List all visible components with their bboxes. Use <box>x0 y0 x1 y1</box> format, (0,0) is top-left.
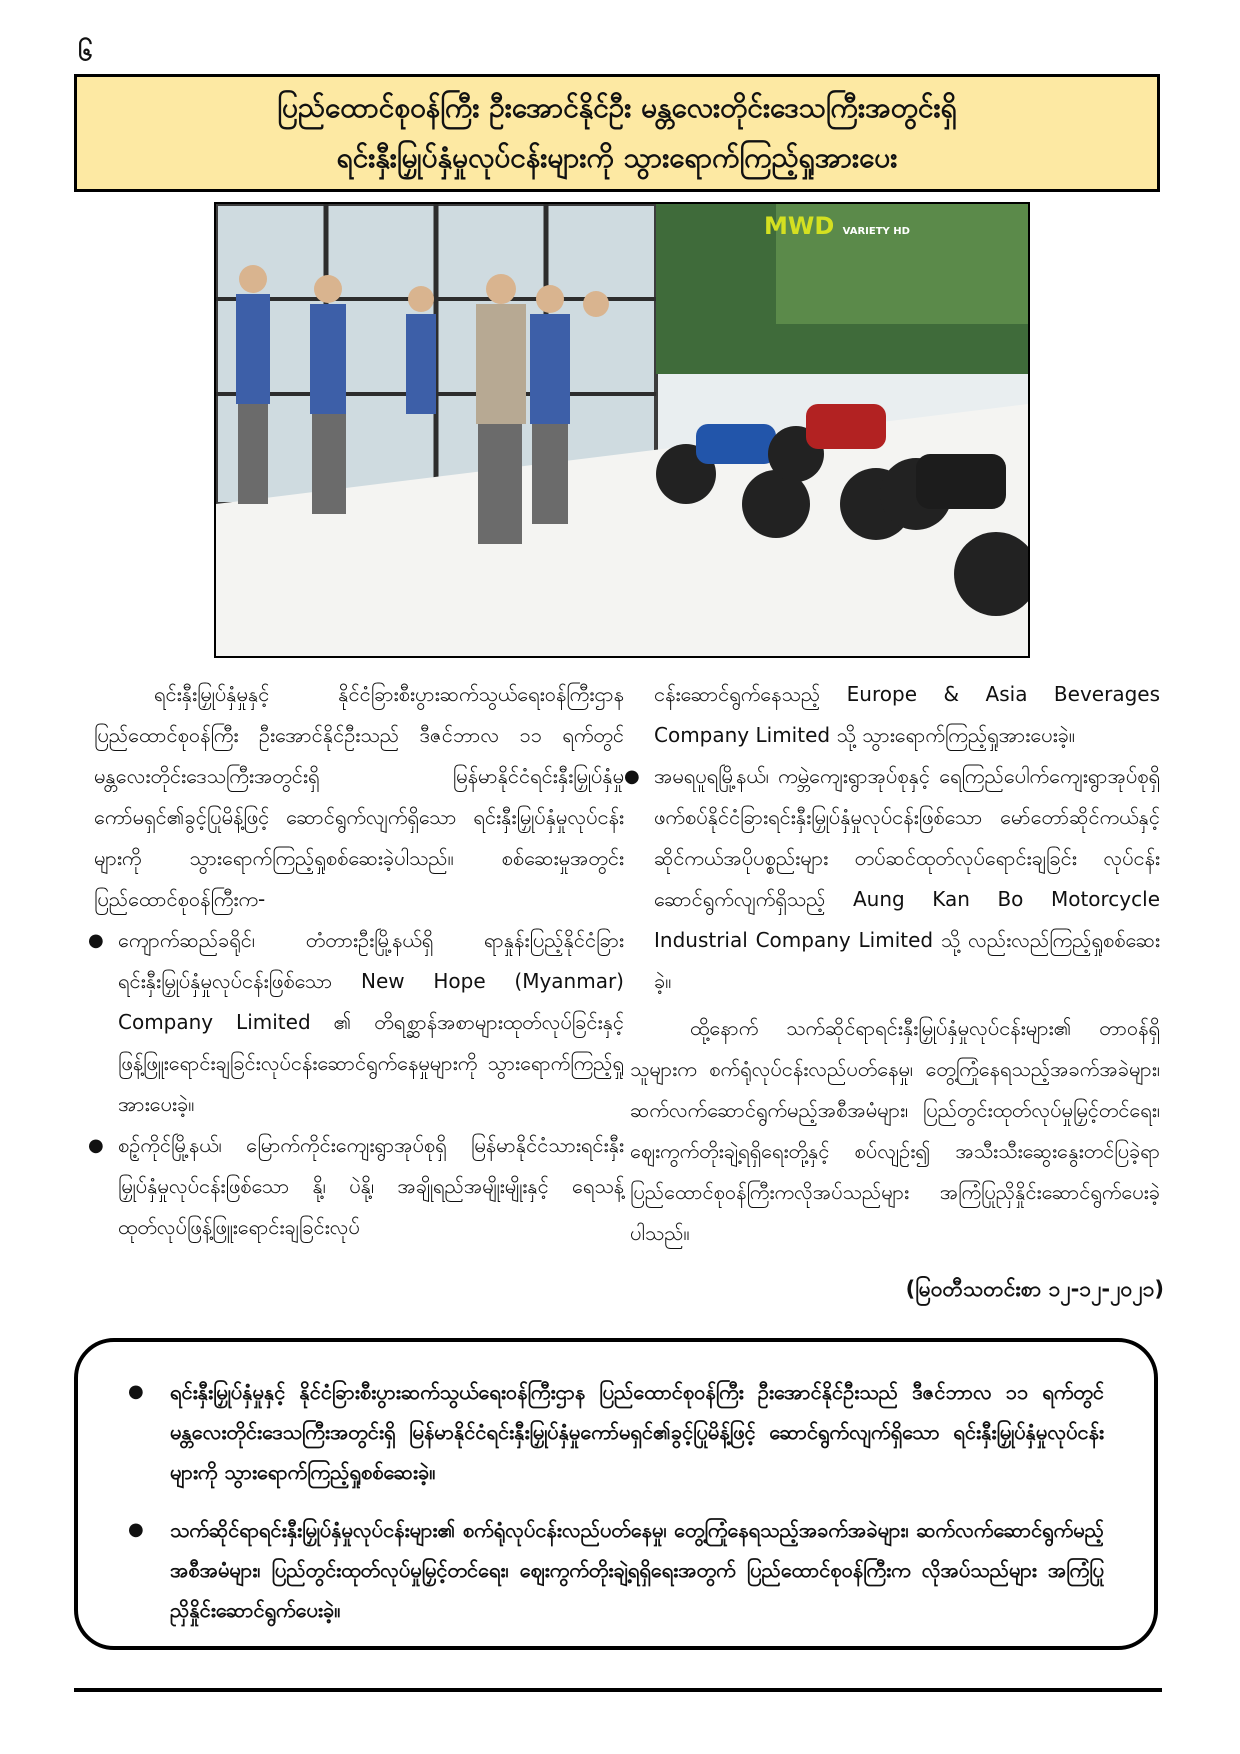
headline-box <box>74 74 1160 192</box>
bottom-divider <box>74 1688 1162 1692</box>
tv-watermark-logo: MWD <box>764 212 835 240</box>
closing-paragraph: ထို့နောက် သက်ဆိုင်ရာရင်းနှီးမြှုပ်နှံမှုလုပ်ငန်းများ၏ တာဝန်ရှိသူများက စက်ရုံလုပ်ငန်းလည်ပတ်နေမှု၊ တွေ့ကြုံနေရသည့်အခက်အခဲများ၊ ဆက်လက်ဆောင်ရွက်မည့်အစီအမံများ၊ ပြည်တွင်းထုတ်လုပ်မှုမြှင့်တင်ရေး၊ ဈေးကွက်တိုးချဲ့ရရှိရေးတို့နှင့် စပ်လျဉ်း၍ အသီးသီးဆွေးနွေးတင်ပြခဲ့ရာ ပြည်ထောင်စုဝန်ကြီးကလိုအပ်သည်များ အကြံပြုညှိနှိုင်းဆောင်ရွက်ပေးခဲ့ပါသည်။ <box>630 1016 1160 1245</box>
source-citation: (မြဝတီသတင်းစာ ၁၂-၁၂-၂၀၂၁) <box>905 1277 1164 1301</box>
showroom-photo-illustration <box>216 204 1028 656</box>
bullet-aung-kan-bo: ● အမရပူရမြို့နယ်၊ ကမ္ဘဲကျေးရွာအုပ်စုနှင့် ရေကြည်ပေါက်ကျေးရွာအုပ်စုရှိ ဖက်စပ်နိုင်ငံခြားရင်းနှီးမြှုပ်နှံမှုလုပ်ငန်းဖြစ်သော မော်တော်ဆိုင်ကယ်နှင့် ဆိုင်ကယ်အပိုပစ္စည်းများ တပ်ဆင်ထုတ်လုပ်ရောင်းချခြင်း လုပ်ငန်းဆောင်ရွက်လျက်ရှိသည့် Aung Kan Bo Motorcycle Industrial Company Limited သို့ လည်းလည်ကြည့်ရှုစစ်ဆေးခဲ့။ <box>630 756 1160 1002</box>
summary-box <box>74 1338 1158 1650</box>
summary-item-text: ရင်းနှီးမြှုပ်နှံမှုနှင့် နိုင်ငံခြားစီးပွားဆက်သွယ်ရေးဝန်ကြီးဌာန ပြည်ထောင်စုဝန်ကြီး ဦးအောင်နိုင်ဦးသည် ဒီဇင်ဘာလ ၁၁ ရက်တွင် မန္တလေးတိုင်းဒေသကြီးအတွင်းရှိ မြန်မာနိုင်ငံရင်းနှီးမြှုပ်နှံမှုကော်မရှင်၏ခွင့်ပြုမိန့်ဖြင့် ဆောင်ရွက်လျက်ရှိသော ရင်းနှီးမြှုပ်နှံမှုလုပ်ငန်းများကို သွားရောက်ကြည့်ရှုစစ်ဆေးခဲ့။ <box>170 1380 1104 1484</box>
news-photo <box>214 202 1030 658</box>
continuation-paragraph: ငန်းဆောင်ရွက်နေသည့် Europe & Asia Beverages Company Limited သို့ သွားရောက်ကြည့်ရှုအားပေးခဲ့။ <box>654 682 1160 747</box>
bullet-icon: ● <box>128 1519 144 1540</box>
bullet-europe-asia: ● စဉ့်ကိုင်မြို့နယ်၊ မြောက်ကိုင်းကျေးရွာအုပ်စုရှိ မြန်မာနိုင်ငံသားရင်းနှီးမြှုပ်နှံမှုလုပ်ငန်းဖြစ်သော နို့၊ ပဲနို့၊ အချိုရည်အမျိုးမျိုးနှင့် ရေသန့်ထုတ်လုပ်ဖြန့်ဖြူးရောင်းချခြင်းလုပ် <box>94 1125 624 1248</box>
tv-watermark <box>764 212 910 240</box>
right-column <box>630 674 1160 1254</box>
headline-line-2: ရင်းနှီးမြှုပ်နှံမှုလုပ်ငန်းများကို သွားရောက်ကြည့်ရှုအားပေး <box>336 141 898 174</box>
summary-item <box>128 1510 1104 1630</box>
tv-watermark-subtitle: VARIETY HD <box>842 226 910 237</box>
summary-item <box>128 1372 1104 1492</box>
intro-paragraph: ရင်းနှီးမြှုပ်နှံမှုနှင့် နိုင်ငံခြားစီးပွားဆက်သွယ်ရေးဝန်ကြီးဌာန ပြည်ထောင်စုဝန်ကြီး ဦးအောင်နိုင်ဦးသည် ဒီဇင်ဘာလ ၁၁ ရက်တွင် မန္တလေးတိုင်းဒေသကြီးအတွင်းရှိ မြန်မာနိုင်ငံရင်းနှီးမြှုပ်နှံမှုကော်မရှင်၏ခွင့်ပြုမိန့်ဖြင့် ဆောင်ရွက်လျက်ရှိသော ရင်းနှီးမြှုပ်နှံမှုလုပ်ငန်းများကို သွားရောက်ကြည့်ရှုစစ်ဆေးခဲ့ပါသည်။ စစ်ဆေးမှုအတွင်း ပြည်ထောင်စုဝန်ကြီးက- <box>94 682 624 911</box>
page-number: ၆ <box>78 37 93 67</box>
bullet-new-hope: ● ကျောက်ဆည်ခရိုင်၊ တံတားဦးမြို့နယ်ရှိ ရာနှုန်းပြည့်နိုင်ငံခြားရင်းနှီးမြှုပ်နှံမှုလုပ်ငန်းဖြစ်သော New Hope (Myanmar) Company Limited ၏ တိရစ္ဆာန်အစာများထုတ်လုပ်ခြင်းနှင့် ဖြန့်ဖြူးရောင်းချခြင်းလုပ်ငန်းဆောင်ရွက်နေမှုများကို သွားရောက်ကြည့်ရှုအားပေးခဲ့။ <box>94 920 624 1125</box>
headline-line-1: ပြည်ထောင်စုဝန်ကြီး ဦးအောင်နိုင်ဦး မန္တလေးတိုင်းဒေသကြီးအတွင်းရှိ <box>277 91 957 124</box>
summary-item-text: သက်ဆိုင်ရာရင်းနှီးမြှုပ်နှံမှုလုပ်ငန်းများ၏ စက်ရုံလုပ်ငန်းလည်ပတ်နေမှု၊ တွေ့ကြုံနေရသည့်အခက်အခဲများ၊ ဆက်လက်ဆောင်ရွက်မည့်အစီအမံများ၊ ပြည်တွင်းထုတ်လုပ်မှုမြှင့်တင်ရေး၊ ဈေးကွက်တိုးချဲ့ရရှိရေးအတွက် ပြည်ထောင်စုဝန်ကြီးက လိုအပ်သည်များ အကြံပြုညှိနှိုင်းဆောင်ရွက်ပေးခဲ့။ <box>170 1518 1104 1622</box>
left-column <box>94 674 624 1248</box>
bullet-icon: ● <box>128 1381 144 1402</box>
